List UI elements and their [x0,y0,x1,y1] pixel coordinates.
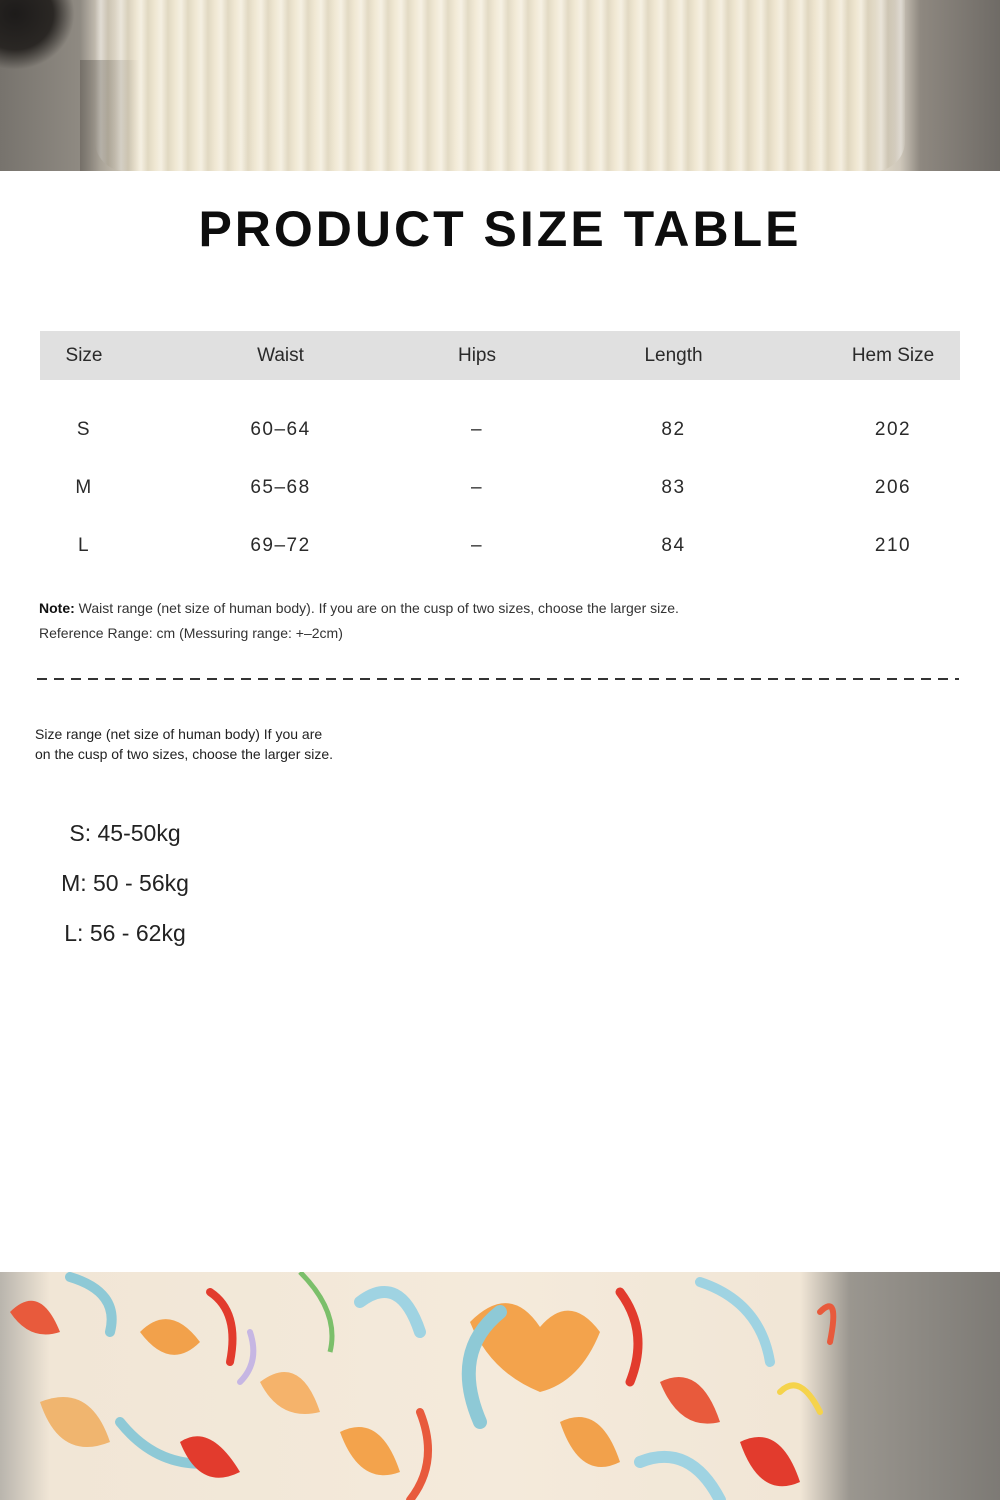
size-note [39,596,679,646]
cell-hips: – [470,477,484,498]
table-body [40,380,960,575]
size-range-line: on the cusp of two sizes, choose the larger size. [35,746,334,762]
bottom-product-photo [0,1272,1000,1500]
table-row [40,401,960,459]
cell-waist: 69–72 [250,535,311,556]
floral-print-pattern [0,1272,1000,1500]
size-range-text [35,724,375,764]
dashed-divider [37,678,959,680]
table-row [40,459,960,517]
header-hips: Hips [457,344,496,366]
header-waist: Waist [257,344,304,366]
cell-length: 84 [661,535,686,556]
cell-hips: – [470,535,484,556]
weight-item-m: M: 50 - 56kg [61,870,189,896]
cell-hem-size: 206 [874,477,912,498]
top-product-photo [0,0,1000,171]
ribbed-knit-top [95,0,905,171]
cell-size: M [75,477,93,498]
table-header-row [40,331,960,380]
weight-list [40,815,210,965]
cell-hem-size: 210 [874,535,912,556]
model-hair [0,0,75,70]
cell-length: 83 [661,477,686,498]
weight-item-l: L: 56 - 62kg [64,920,186,946]
note-label: Note: [39,600,75,616]
header-size: Size [65,344,103,366]
note-text: Waist range (net size of human body). If you are on the cusp of two sizes, choose the larger size. [78,600,679,616]
cell-hem-size: 202 [874,419,912,440]
table-row [40,517,960,575]
weight-item-s: S: 45-50kg [69,820,181,846]
header-hem-size: Hem Size [851,344,935,366]
cell-waist: 65–68 [250,477,311,498]
cell-length: 82 [661,419,686,440]
size-range-line: Size range (net size of human body) If you are [35,726,323,742]
note-line [39,596,679,621]
cell-size: S [76,419,92,440]
page-title: PRODUCT SIZE TABLE [198,201,802,257]
cell-hips: – [470,419,484,440]
model-shoulder [80,60,140,171]
cell-waist: 60–64 [250,419,311,440]
reference-range: Reference Range: cm (Messuring range: +–2cm) [39,625,343,641]
cell-size: L [77,535,91,556]
header-length: Length [644,344,703,366]
size-table [40,331,960,575]
